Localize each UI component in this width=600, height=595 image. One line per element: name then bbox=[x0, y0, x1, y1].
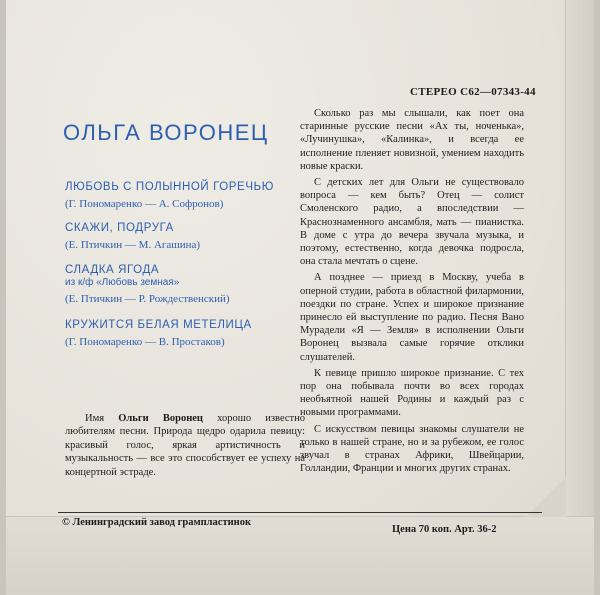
track-title: КРУЖИТСЯ БЕЛАЯ МЕТЕЛИЦА bbox=[65, 319, 252, 331]
footer-divider bbox=[58, 512, 542, 513]
bio-paragraph: К певице пришло широкое признание. С тех пор она побывала почти во всех городах необъятной нашей Родины и каждый раз с новыми программами. bbox=[300, 367, 524, 419]
bio-paragraph: С искусством певицы знакомы слушатели не только в нашей стране, но и за рубежом, ее голос звучал в странах Африки, Швейцарии, Голландии, Франции и многих других странах. bbox=[300, 423, 524, 475]
publisher-label: © Ленинградский завод грампластинок bbox=[62, 517, 252, 528]
track-item bbox=[65, 180, 297, 212]
intro-paragraph bbox=[65, 412, 305, 479]
bio-paragraph: Сколько раз мы слышали, как поет она старинные русские песни «Ах ты, ноченька», «Лучинушка», «Калинка», и всегда ее исполнение пленяет новизной, умением находить новые краски. bbox=[300, 108, 524, 172]
track-subtitle: из к/ф «Любовь земная» bbox=[65, 277, 180, 288]
intro-artist-name: Ольги Воронец bbox=[118, 413, 203, 424]
sleeve-side-fold bbox=[565, 0, 594, 595]
catalog-code: СТЕРЕО С62—07343-44 bbox=[410, 86, 536, 98]
bio-paragraph: С детских лет для Ольги не существовало вопроса — кем быть? Отец — солист Смоленского радио, а впоследствии — Краснознаменного ансамбля, мать — пианистка. В доме с утра до вечера звучала музыка, и поэтому, естественно, когда девочка подросла, она стала мечтать о сцене. bbox=[300, 177, 524, 268]
track-list bbox=[65, 180, 297, 361]
track-credits: (Е. Птичкин — М. Агашина) bbox=[65, 239, 201, 251]
track-item bbox=[65, 263, 297, 307]
track-title: СЛАДКА ЯГОДА bbox=[65, 264, 160, 276]
intro-pre: Имя bbox=[85, 413, 119, 424]
artist-name: ОЛЬГА ВОРОНЕЦ bbox=[63, 120, 269, 145]
track-credits: (Е. Птичкин — Р. Рождественский) bbox=[65, 293, 230, 305]
track-credits: (Г. Пономаренко — А. Софронов) bbox=[65, 198, 224, 210]
track-title: ЛЮБОВЬ С ПОЛЫННОЙ ГОРЕЧЬЮ bbox=[65, 181, 274, 193]
track-item bbox=[65, 318, 297, 350]
track-title: СКАЖИ, ПОДРУГА bbox=[65, 222, 174, 234]
track-item bbox=[65, 221, 297, 253]
biography-text bbox=[300, 107, 524, 478]
bio-paragraph: А позднее — приезд в Москву, учеба в оперной студии, работа в областной филармонии, поездки по стране. Успех и широкое признание принесло ей выступление по радио. Песня Вано Мурадели «Я — Земля» в исполнении Ольги Воронец вызвала самые горячие отклики слушателей. bbox=[300, 272, 524, 363]
track-credits: (Г. Пономаренко — В. Простаков) bbox=[65, 336, 225, 348]
sleeve-corner-fold bbox=[526, 477, 566, 517]
price-label: Цена 70 коп. Арт. 36-2 bbox=[392, 524, 497, 535]
intro-post: хорошо известно любителям песни. Природа щедро одарила певицу: красивый голос, яркая артистичность и музыкальность — все это способствует ее успеху на концертной эстраде. bbox=[65, 413, 305, 478]
